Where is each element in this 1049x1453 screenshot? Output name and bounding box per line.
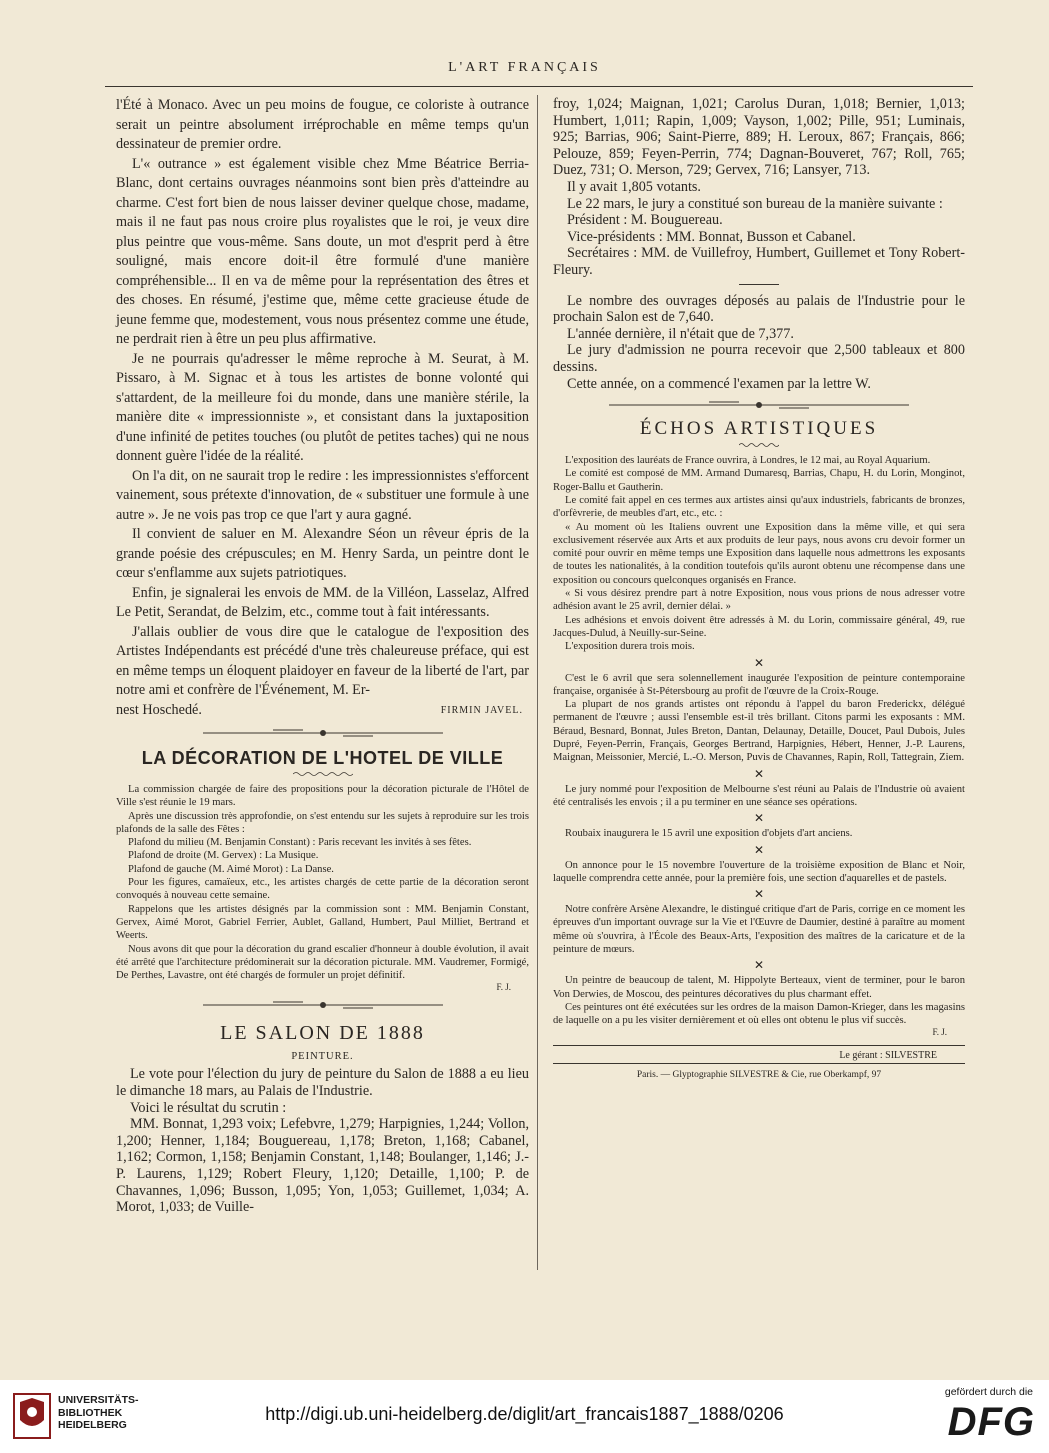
paragraph: Plafond de gauche (M. Aimé Morot) : La Danse.	[128, 863, 334, 875]
right-column	[553, 96, 965, 1080]
ornament-icon	[203, 999, 443, 1011]
author-initials: F. J.	[932, 1027, 947, 1038]
paragraph: Je ne pourrais qu'adresser le même reproche à M. Seurat, à M. Pissaro, à M. Signac et à tous les artistes de bonne volonté qui s'attardent, de la meilleure foi du monde, dans une manière stérile, la manière dite « impressionniste », et consistant dans la juxtaposition d'une infinité de petites touches (ou plutôt de petites taches) qui ne nous donnent guère l'idée de la réalité.	[116, 350, 529, 464]
exhibition-review	[116, 96, 529, 720]
decoration-article	[116, 783, 529, 992]
paragraph: La plupart de nos grands artistes ont répondu à l'appel du baron Frederickx, délégué permanent de l'œuvre ; aussi l'ensemble est-il très brillant. Citons parmi les exposants : MM. Béraud, Besnard, Bonnat, Jules Breton, Dantan, Delaunay, Detaille, Doucet, Paul Dubois, Jules Dupré, Feyen-Perrin, Français, Georges Bertrand, Harpignies, Hébert, Henner, J.-P. Laurens, Maignan, Meissonier, Mercié, L.-O. Merson, Puvis de Chavannes, Rapin, Roll, Tattegrain, Ziem.	[553, 699, 965, 764]
paragraph: Rappelons que les artistes désignés par la commission sont : MM. Benjamin Constant, Gervex, Aimé Morot, Gabriel Ferrier, Aublet, Galland, Humbert, Paul Milliet, Bertrand et Weerts.	[116, 903, 529, 942]
short-rule	[739, 284, 779, 285]
column-divider	[537, 95, 538, 1270]
section-title: LA DÉCORATION DE L'HOTEL DE VILLE	[141, 748, 504, 768]
header-rule	[105, 86, 973, 87]
end-rule	[553, 1063, 965, 1064]
paragraph: Le nombre des ouvrages déposés au palais de l'Industrie pour le prochain Salon est de 7,640.	[553, 292, 965, 326]
paragraph: C'est le 6 avril que sera solennellement inaugurée l'exposition de peinture contemporaine française, organisée à St-Pétersbourg au profit de l'œuvre de la Croix-Rouge.	[553, 672, 965, 697]
paragraph: Plafond de droite (M. Gervex) : La Musique.	[128, 850, 319, 862]
echos-articles	[553, 454, 965, 1037]
bureau-line: Président : M. Bouguereau.	[567, 212, 723, 229]
title-underline	[553, 442, 965, 448]
paragraph: Le comité est composé de MM. Armand Dumaresq, Barrias, Chapu, H. du Lorin, Monginot, Roger-Ballu et Gautherin.	[553, 468, 965, 493]
ornament-icon	[609, 399, 909, 411]
end-rule	[553, 1045, 965, 1046]
paragraph: Le 22 mars, le jury a constitué son bureau de la manière suivante :	[567, 195, 943, 212]
author-signature: FIRMIN JAVEL.	[440, 704, 523, 716]
paragraph: Il convient de saluer en M. Alexandre Séon un rêveur épris de la grande poésie des crépuscules; en M. Henry Sarda, un peintre dont le cœur s'enflamme aux sujets patriotiques.	[116, 526, 529, 581]
paragraph: Le comité fait appel en ces termes aux artistes ainsi qu'aux industriels, fabricants de bronzes, d'orfèvrerie, de meubles d'art, etc., etc. :	[553, 494, 965, 520]
author-initials: F. J.	[496, 982, 511, 993]
paragraph: « Si vous désirez prendre part à notre Exposition, nous vous prions de nous adresser votre adhésion avant le 25 avril, dernier délai. »	[553, 588, 965, 613]
ornament-divider	[116, 726, 529, 740]
paragraph: Le vote pour l'élection du jury de peinture du Salon de 1888 a eu lieu le dimanche 18 mars, au Palais de l'Industrie.	[116, 1066, 529, 1100]
paragraph: L'exposition des lauréats de France ouvrira, à Londres, le 12 mai, au Royal Aquarium.	[565, 455, 931, 467]
printer-line: Paris. — Glyptographie SILVESTRE & Cie, rue Oberkampf, 97	[636, 1070, 882, 1081]
paragraph: Roubaix inaugurera le 15 avril une exposition d'objets d'art anciens.	[565, 828, 853, 840]
paragraph: Le jury nommé pour l'exposition de Melbourne s'est réuni au Palais de l'Industrie où avaient été centralisés les envois ; il a pu terminer en une séance ses opérations.	[553, 783, 965, 808]
paragraph: Ces peintures ont été exécutées sur les ordres de la maison Damon-Krieger, dans les magasins de laquelle on a pu les visiter dernièrement et où elles ont obtenu le plus vif succès.	[553, 1001, 965, 1027]
source-url-link[interactable]: http://digi.ub.uni-heidelberg.de/diglit/art_francais1887_1888/0206	[265, 1404, 784, 1424]
paragraph: La commission chargée de faire des propositions pour la décoration picturale de l'Hôtel de Ville s'est réunie le 19 mars.	[116, 784, 529, 809]
paragraph: Il y avait 1,805 votants.	[567, 178, 701, 195]
cross-separator-icon: ✕	[753, 811, 765, 826]
section-title: LE SALON DE 1888	[220, 1022, 425, 1045]
paragraph: « Au moment où les Italiens ouvrent une Exposition dans la même ville, et qui sera exclusivement réservée aux Arts et aux produits de leur pays, nous avons cru devoir former un comité pour ouvrir en même temps une Exposition dans laquelle nous admettrons les exposants de toutes les nationalités, à la condition toutefois qu'ils auront obtenu une récompense dans une exposition ou concours quelconques organisés en France.	[553, 521, 965, 586]
paragraph: L'« outrance » est également visible chez Mme Béatrice Berria-Blanc, dont certains ouvrages néanmoins sont bien près d'atteindre au charme. C'est fort bien de nous laisser deviner quelque chose, madame, mais il ne faut pas nous croire plus royalistes que le roi, je veux dire plus peintre que vous-même. Sans doute, un mot d'esprit perd à être souligné, mais encore doit-il être formulé d'une manière compréhensible... Il en va de même pour la représentation des êtres et des choses. En résumé, j'estime que, même cette gracieuse étude de jeune femme que, modestement, vous nous présentez comme une étude, ne perdrait rien à être un peu plus affirmative.	[116, 155, 529, 347]
digitization-footer	[0, 1380, 1049, 1453]
bureau-line: Secrétaires : MM. de Vuillefroy, Humbert, Guillemet et Tony Robert-Fleury.	[553, 245, 965, 278]
dfg-logo: DFG	[947, 1400, 1035, 1444]
paragraph: Cette année, on a commencé l'examen par la lettre W.	[567, 375, 871, 392]
wavy-line-icon	[293, 771, 353, 777]
paragraph: froy, 1,024; Maignan, 1,021; Carolus Duran, 1,018; Bernier, 1,013; Humbert, 1,011; Rapin, 1,009; Vayson, 1,002; Pille, 951; Luminais, 925; Barrias, 906; Saint-Pierre, 889; H. Leroux, 867; Français, 866; Pelouze, 859; Feyen-Perrin, 774; Dagnan-Bouveret, 767; Roll, 765; Duez, 731; O. Merson, 729; Gervex, 716; Lansyer, 713.	[553, 96, 965, 179]
running-head: L'ART FRANÇAIS	[448, 60, 601, 75]
cross-separator-icon: ✕	[753, 655, 765, 670]
paragraph: Après une discussion très approfondie, on s'est entendu sur les sujets à reproduire sur les trois plafonds de la salle des Fêtes :	[116, 810, 529, 835]
paragraph: Notre confrère Arsène Alexandre, le distingué critique d'art de Paris, corrige en ce moment les épreuves d'un important ouvrage sur la Vie et l'Œuvre de Daumier, destiné à paraître au moment même où s'ouvrira, à l'École des Beaux-Arts, l'exposition des maîtres de la caricature et de la peinture de mœurs.	[553, 904, 965, 955]
section-subtitle: PEINTURE.	[291, 1051, 354, 1063]
paragraph: Les adhésions et envois doivent être adressés à M. du Lorin, commissaire général, 49, rue Jacques-Dulud, à Neuilly-sur-Seine.	[553, 614, 965, 639]
salon-article	[116, 1066, 529, 1215]
paragraph: Voici le résultat du scrutin :	[130, 1099, 287, 1116]
ornament-divider	[553, 398, 965, 412]
left-column	[116, 96, 529, 1216]
paragraph: Un peintre de beaucoup de talent, M. Hippolyte Berteaux, vient de terminer, pour le baron Von Derwies, de Moscou, des peintures décoratives du plus charmant effet.	[553, 975, 965, 1000]
byline	[116, 982, 529, 992]
title-underline	[116, 771, 529, 777]
paragraph: On l'a dit, on ne saurait trop le redire : les impressionnistes s'efforcent vainement, sous prétexte d'innovation, de « substituer une formule à une autre ». Je ne vois pas trop ce que l'art y aura gagné.	[116, 467, 529, 523]
paragraph: Pour les figures, camaïeux, etc., les artistes chargés de cette partie de la décoration seront convoqués à nouveau cette semaine.	[116, 877, 529, 902]
paragraph: Plafond du milieu (M. Benjamin Constant) : Paris recevant les invités à ses fêtes.	[128, 837, 472, 849]
library-line: BIBLIOTHEK	[58, 1406, 123, 1419]
section-title: ÉCHOS ARTISTIQUES	[639, 418, 879, 440]
paragraph: On annonce pour le 15 novembre l'ouverture de la troisième exposition de Blanc et Noir, laquelle comprendra cette année, pour la première fois, une section d'aquarelles et de pastels.	[553, 859, 965, 884]
ornament-divider	[116, 998, 529, 1012]
paragraph: J'allais oublier de vous dire que le catalogue de l'exposition des Artistes Indépendants est précédé d'une très chaleureuse préface, qui est en même temps un éloquent plaidoyer en faveur de la liberté de l'art, par notre ami et confrère de l'Événement, M. Er-	[116, 623, 529, 698]
paragraph: L'exposition durera trois mois.	[565, 641, 695, 653]
paragraph: MM. Bonnat, 1,293 voix; Lefebvre, 1,279; Harpignies, 1,244; Vollon, 1,200; Henner, 1,184; Bouguereau, 1,178; Breton, 1,168; Cabanel, 1,162; Cormon, 1,158; Benjamin Constant, 1,148; Boulanger, 1,146; J.-P. Laurens, 1,129; Robert Fleury, 1,120; Detaille, 1,100; P. de Chavannes, 1,096; Busson, 1,095; Yon, 1,053; Guillemet, 1,034; A. Morot, 1,033; de Vuille-	[116, 1116, 529, 1216]
cross-separator-icon: ✕	[753, 958, 765, 973]
cross-separator-icon: ✕	[753, 887, 765, 902]
byline	[553, 1027, 965, 1037]
funding-caption: gefördert durch die	[944, 1386, 1033, 1398]
library-line: HEIDELBERG	[58, 1419, 127, 1431]
gerant-line: Le gérant : SILVESTRE	[839, 1050, 937, 1062]
library-line: UNIVERSITÄTS-	[58, 1394, 139, 1406]
wavy-line-icon	[739, 442, 779, 448]
cross-separator-icon: ✕	[753, 766, 765, 781]
salon-continuation	[553, 96, 965, 392]
paragraph: L'année dernière, il n'était que de 7,377.	[567, 325, 794, 342]
paragraph: Enfin, je signalerai les envois de MM. de la Villéon, Lasselaz, Alfred Le Petit, Serandat, de Belzim, etc., comme tout à fait intéressants.	[116, 584, 529, 620]
paragraph: Nous avons dit que pour la décoration du grand escalier d'honneur à double évolution, il avait été arrêté que l'architecture prédominerait sur la décoration picturale. MM. Vaudremer, Formigé, De Perthes, Lavastre, ont été chargés de formuler un projet définitif.	[116, 943, 529, 982]
ornament-icon	[203, 727, 443, 739]
bureau-line: Vice-présidents : MM. Bonnat, Busson et Cabanel.	[567, 228, 856, 245]
cross-separator-icon: ✕	[753, 842, 765, 857]
signature-line	[116, 701, 529, 721]
paragraph: Le jury d'admission ne pourra recevoir que 2,500 tableaux et 800 dessins.	[553, 342, 965, 375]
last-line: nest Hoschedé.	[116, 701, 202, 718]
paragraph: l'Été à Monaco. Avec un peu moins de fougue, ce coloriste à outrance serait un peintre absolument irréprochable en même temps qu'un dessinateur de premier ordre.	[116, 97, 529, 152]
